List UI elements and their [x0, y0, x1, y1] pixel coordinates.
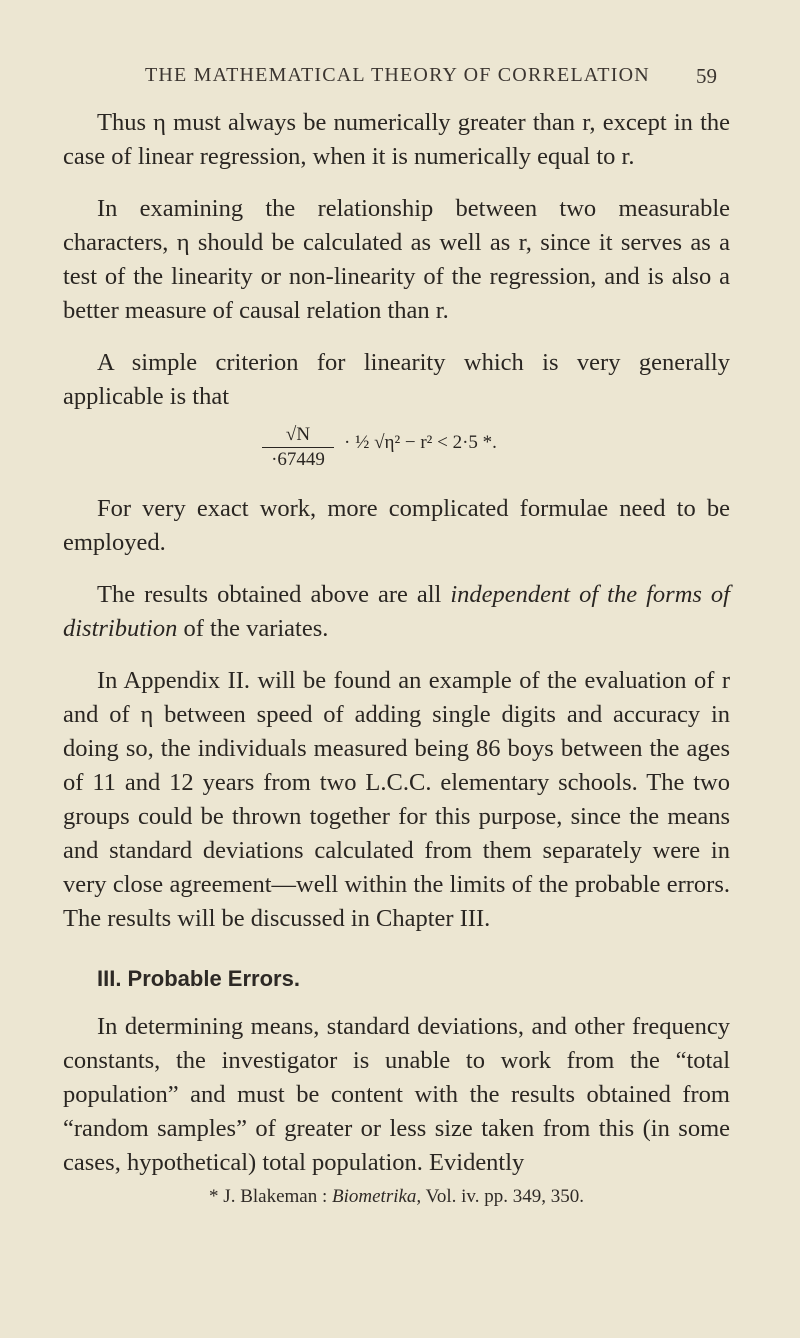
paragraph-6: In Appendix II. will be found an example of the evaluation of r and of η between speed of adding single digits and accuracy in doing so, the individuals measured being 86 boys between the ages of 11 and 12 years from two L.C.C. elementary schools. The two groups could be thrown together for this purpose, since the means and standard deviations calculated from them separately were in very close agreement—well within the limits of the probable errors. The results will be discussed in Chapter III.	[63, 667, 730, 932]
footnote-ref: Vol. iv. pp. 349, 350.	[421, 1186, 584, 1207]
formula-numerator: √N	[285, 424, 311, 445]
page-header	[0, 64, 800, 94]
page-body	[63, 106, 730, 1210]
formula-rest: · ½ √η² − r² < 2·5 *.	[344, 432, 497, 453]
fraction-bar	[262, 447, 334, 448]
running-title: THE MATHEMATICAL THEORY OF CORRELATION	[145, 64, 650, 86]
paragraph-5	[63, 578, 730, 646]
footnote	[63, 1184, 730, 1210]
paragraph-7: In determining means, standard deviations, and other frequency constants, the investigator is unable to work from the “total population” and must be content with the results obtained from “random samples” of greater or less size taken from this (in some cases, hypothetical) total population. Evidently	[63, 1013, 730, 1176]
paragraph-5-suffix: of the variates.	[177, 615, 329, 642]
paragraph-4: For very exact work, more complicated formulae need to be employed.	[63, 495, 730, 556]
paragraph-2: In examining the relationship between two measurable characters, η should be calculated as well as r, since it serves as a test of the linearity or non-linearity of the regression, and is also a better measure of causal relation than r.	[63, 195, 730, 324]
footnote-journal: Biometrika,	[332, 1186, 422, 1207]
formula-fraction	[258, 424, 338, 471]
footnote-text: * J. Blakeman :	[209, 1186, 332, 1207]
linearity-formula	[258, 424, 730, 478]
section-heading: III. Probable Errors.	[97, 966, 300, 991]
paragraph-5-italic: independent of the forms of distribution	[63, 581, 730, 642]
paragraph-5-prefix: The results obtained above are all	[97, 581, 451, 608]
formula-denominator: ·67449	[271, 449, 325, 470]
page-number: 59	[696, 64, 717, 88]
paragraph-1: Thus η must always be numerically greater than r, except in the case of linear regression, when it is numerically equal to r.	[63, 109, 730, 170]
paragraph-3: A simple criterion for linearity which is very generally applicable is that	[63, 349, 730, 410]
